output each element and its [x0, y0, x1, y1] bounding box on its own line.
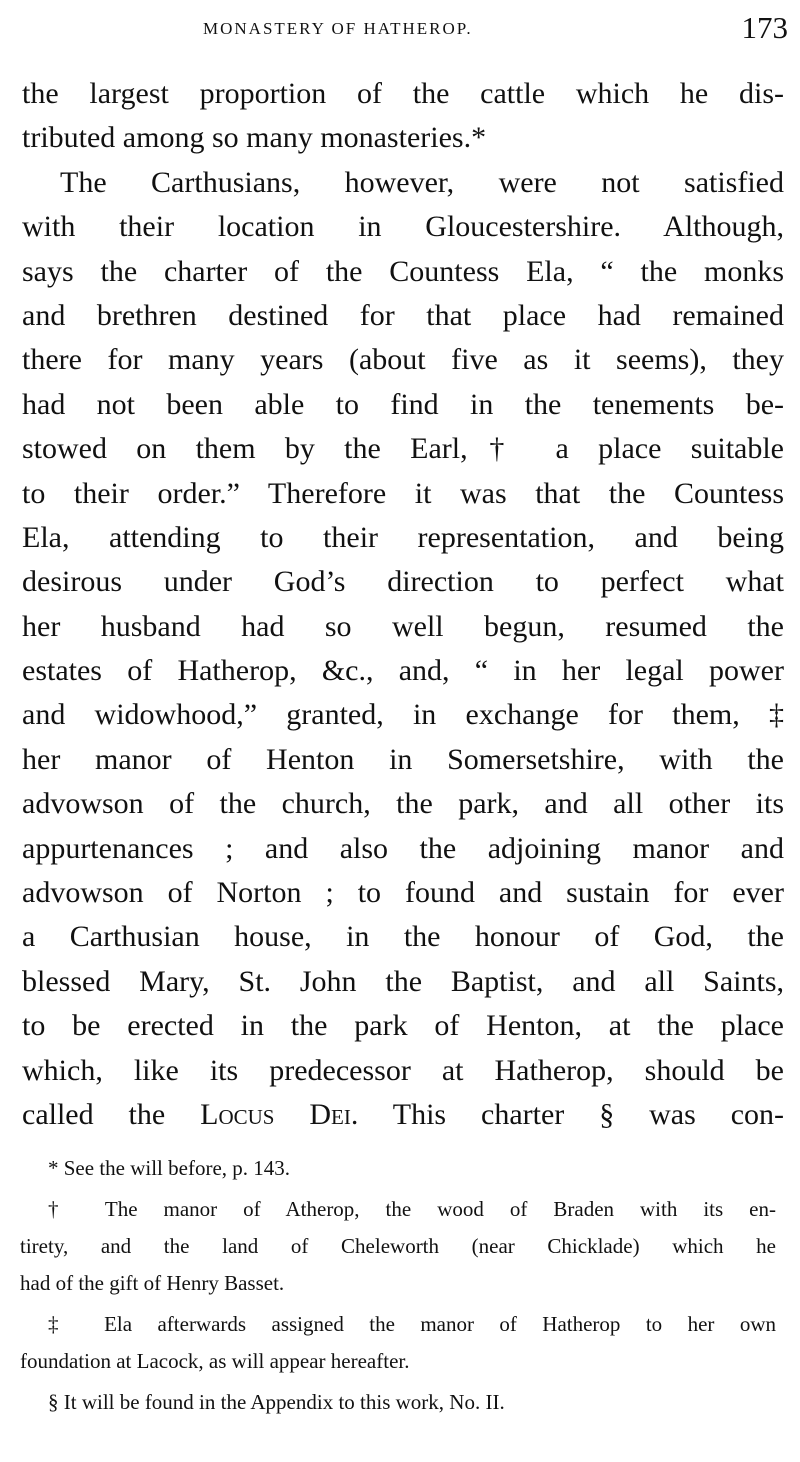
body-line: advowson of Norton ; to found and sustain for ever — [22, 876, 784, 910]
running-title: MONASTERY OF HATHEROP. — [203, 19, 473, 38]
body-line: the largest proportion of the cattle which he dis- — [22, 77, 784, 110]
footnote-double-dagger-end: foundation at Lacock, as will appear hereafter. — [20, 1349, 410, 1373]
body-line: Ela, attending to their representation, and being — [22, 520, 784, 554]
last-line-end: This charter § was con- — [358, 1097, 784, 1131]
last-line-start: called the — [22, 1097, 201, 1131]
body-line: desirous under God’s direction to perfect what — [22, 565, 784, 599]
page-number: 173 — [741, 10, 788, 45]
body-line: blessed Mary, St. John the Baptist, and all Saints, — [22, 964, 784, 998]
body-line: had not been able to find in the tenements be- — [22, 387, 784, 421]
body-line: tributed among so many monasteries.* — [22, 121, 487, 155]
body-line: stowed on them by the Earl,† a place suitable — [22, 432, 784, 466]
running-header — [20, 10, 788, 44]
footnote-section: § It will be found in the Appendix to this work, No. II. — [48, 1390, 505, 1414]
body-line: estates of Hatherop, &c., and, “ in her legal power — [22, 654, 784, 688]
body-line: there for many years (about five as it seems), they — [22, 343, 784, 377]
footnote-asterisk: * See the will before, p. 143. — [48, 1156, 291, 1180]
footnote-dagger: † The manor of Atherop, the wood of Braden with its en- — [48, 1197, 776, 1221]
footnote-dagger-end: had of the gift of Henry Basset. — [20, 1271, 285, 1295]
body-line: and brethren destined for that place had remained — [22, 298, 784, 332]
body-line: appurtenances ; and also the adjoining manor and — [22, 831, 784, 865]
body-line: says the charter of the Countess Ela, “ the monks — [22, 254, 784, 288]
body-line: with their location in Gloucestershire. Although, — [22, 210, 784, 244]
body-line: to their order.” Therefore it was that the Countess — [22, 476, 784, 510]
body-line: to be erected in the park of Henton, at the place — [22, 1009, 784, 1043]
footnotes — [20, 1150, 776, 1421]
locus-dei-small-caps: Locus Dei. — [200, 1097, 359, 1131]
footnote-dagger-cont: tirety, and the land of Cheleworth (near Chicklade) which he — [20, 1234, 776, 1258]
body-line: her manor of Henton in Somersetshire, with the — [22, 742, 784, 776]
body-line: which, like its predecessor at Hatherop, should be — [22, 1053, 784, 1087]
body-line: her husband had so well begun, resumed the — [22, 609, 784, 643]
body-line: a Carthusian house, in the honour of God, the — [22, 920, 784, 954]
body-text — [22, 72, 784, 1137]
body-line: The Carthusians, however, were not satisfied — [60, 165, 784, 199]
body-line: and widowhood,” granted, in exchange for them, ‡ — [22, 698, 784, 732]
footnote-double-dagger: ‡ Ela afterwards assigned the manor of Hatherop to her own — [48, 1312, 776, 1336]
body-last-line — [22, 1093, 784, 1137]
body-line: advowson of the church, the park, and all other its — [22, 787, 784, 821]
